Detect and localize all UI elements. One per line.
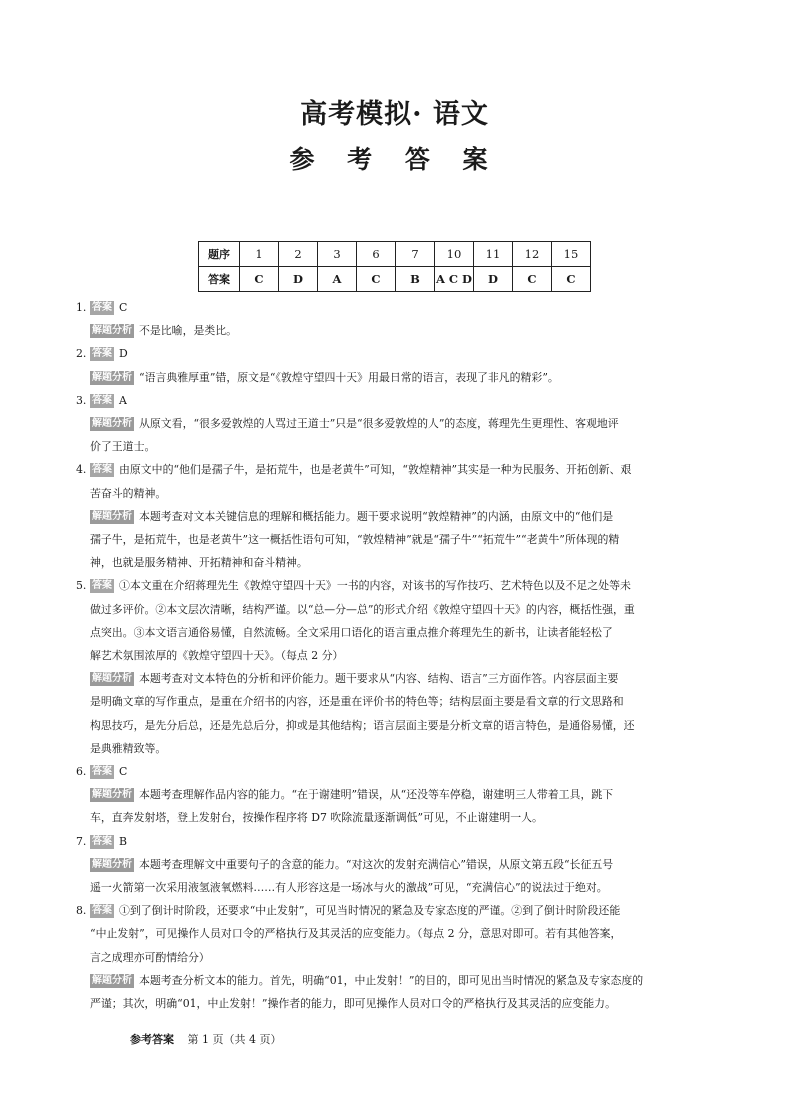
answer-list: [76, 296, 724, 1015]
answer-line: [76, 621, 724, 644]
question-number-cell: 10: [435, 242, 474, 267]
analysis-text: 本题考查分析文本的能力。首先，明确“01，中止发射！”的目的，即可见出当时情况的紧急及专家态度的: [139, 973, 644, 987]
analysis-tag: 解题分析: [92, 673, 132, 685]
answer-line: [76, 830, 724, 853]
analysis-text: 神，也就是服务精神、开拓精神和奋斗精神。: [90, 556, 308, 570]
answer-tag: 答案: [92, 348, 112, 360]
analysis-text: 本题考查理解作品内容的能力。“在于谢建明”错误，从“还没等车停稳，谢建明三人带着工具，跳下: [139, 788, 614, 802]
answer-table: [198, 241, 591, 292]
row-label: 题序: [199, 242, 240, 267]
analysis-line: [76, 714, 724, 737]
question-number-cell: 6: [357, 242, 396, 267]
item-number: 7.: [76, 834, 87, 848]
answer-line: [76, 342, 724, 365]
answer-item: [76, 389, 724, 459]
analysis-line: [76, 412, 724, 435]
question-number-cell: 7: [396, 242, 435, 267]
answer-text: ①本文重在介绍蒋理先生《敦煌守望四十天》一书的内容，对该书的写作技巧、艺术特色以及不足之处等未: [119, 579, 631, 593]
analysis-text: 遥一火箭第一次采用液氢液氧燃料……有人形容这是一场冰与火的激战”可见，“充满信心”的说法过于绝对。: [90, 881, 608, 895]
answer-cell: D: [279, 267, 318, 292]
answer-row: [199, 267, 591, 292]
analysis-text: “语言典雅厚重”错，原文是“《敦煌守望四十天》用最日常的语言，表现了非凡的精彩”。: [139, 370, 559, 384]
answer-line: [76, 946, 724, 969]
answer-text: ①到了倒计时阶段，还要求“中止发射”，可见当时情况的紧急及专家态度的严谨。②到了倒计时阶段还能: [119, 904, 621, 918]
item-number: 5.: [76, 579, 87, 593]
answer-cell: B: [396, 267, 435, 292]
item-number: 4.: [76, 463, 87, 477]
answer-line: [76, 760, 724, 783]
answer-text: C: [119, 301, 128, 314]
item-number: 2.: [76, 347, 87, 361]
analysis-text: 孺子牛，是拓荒牛，也是老黄牛”这一概括性语句可知，“敦煌精神”就是“孺子牛”“拓荒牛”“老黄牛”所体现的精: [90, 533, 620, 547]
analysis-tag: 解题分析: [92, 325, 132, 337]
analysis-text: 价了王道士。: [90, 440, 156, 454]
answer-text: 由原文中的“他们是孺子牛，是拓荒牛，也是老黄牛”可知，“敦煌精神”其实是一种为民服务、开拓创新、艰: [119, 463, 632, 477]
answer-item: [76, 296, 724, 342]
answer-text: “中止发射”，可见操作人员对口令的严格执行及其灵活的应变能力。（每点 2 分，意思对即可。若有其他答案，: [90, 927, 622, 941]
analysis-line: [76, 505, 724, 528]
answer-text: 点突出。③本文语言通俗易懂，自然流畅。全文采用口语化的语言重点推介蒋理先生的新书，让读者能轻松了: [90, 625, 613, 639]
answer-line: [76, 574, 724, 597]
page-title: 高考模拟· 语文: [300, 99, 489, 130]
footer-label: 参考答案: [130, 1033, 174, 1046]
item-number: 1.: [76, 301, 87, 314]
analysis-text: 不是比喻，是类比。: [139, 324, 238, 338]
answer-item: [76, 760, 724, 830]
question-number-cell: 1: [240, 242, 279, 267]
analysis-text: 严谨；其次，明确“01，中止发射！”操作者的能力，即可见操作人员对口令的严格执行及其灵活的应变能力。: [90, 997, 616, 1011]
answer-cell: C: [513, 267, 552, 292]
analysis-tag: 解题分析: [92, 789, 132, 801]
answer-cell: C: [552, 267, 591, 292]
analysis-text: 是典雅精致等。: [90, 741, 167, 755]
analysis-tag: 解题分析: [92, 371, 132, 383]
answer-text: 苦奋斗的精神。: [90, 486, 167, 500]
answer-cell: A C D: [435, 267, 474, 292]
answer-tag: 答案: [92, 394, 112, 406]
answer-cell: C: [240, 267, 279, 292]
answer-text: A: [119, 393, 127, 407]
item-number: 6.: [76, 765, 87, 779]
item-number: 3.: [76, 393, 87, 407]
answer-line: [76, 899, 724, 922]
item-number: 8.: [76, 904, 87, 918]
analysis-line: [76, 366, 724, 389]
analysis-text: 从原文看，“很多爱敦煌的人骂过王道士”只是“很多爱敦煌的人”的态度，蒋理先生更理性、客观地评: [139, 417, 619, 431]
answer-text: C: [119, 765, 128, 779]
analysis-tag: 解题分析: [92, 418, 132, 430]
question-number-cell: 2: [279, 242, 318, 267]
analysis-text: 本题考查对文本特色的分析和评价能力。题干要求从“内容、结构、语言”三方面作答。内容层面主要: [139, 672, 619, 686]
answer-tag: 答案: [92, 905, 112, 917]
answer-cell: D: [474, 267, 513, 292]
question-number-cell: 11: [474, 242, 513, 267]
answer-line: [76, 458, 724, 481]
answer-tag: 答案: [92, 580, 112, 592]
answer-text: 解艺术氛围浓厚的《敦煌守望四十天》。（每点 2 分）: [90, 649, 344, 663]
answer-text: D: [119, 347, 128, 361]
answer-line: [76, 922, 724, 945]
answer-item: [76, 899, 724, 1015]
analysis-line: [76, 806, 724, 829]
answer-line: [76, 644, 724, 667]
answer-item: [76, 458, 724, 574]
analysis-line: [76, 737, 724, 760]
analysis-line: [76, 853, 724, 876]
analysis-text: 是明确文章的写作重点，是重在介绍书的内容，还是重在评价书的特色等；结构层面主要是看文章的行文思路和: [90, 695, 624, 709]
analysis-tag: 解题分析: [92, 858, 132, 870]
answer-cell: C: [357, 267, 396, 292]
answer-line: [76, 389, 724, 412]
answer-text: B: [119, 834, 128, 848]
answer-tag: 答案: [92, 835, 112, 847]
analysis-line: [76, 667, 724, 690]
analysis-line: [76, 876, 724, 899]
answer-text: 做过多评价。②本文层次清晰，结构严谨。以“总—分—总”的形式介绍《敦煌守望四十天》的内容，概括性强，重: [90, 602, 635, 616]
analysis-text: 构思技巧，是先分后总，还是先总后分，抑或是其他结构；语言层面主要是分析文章的语言特色，是通俗易懂，还: [90, 718, 635, 732]
answer-line: [76, 482, 724, 505]
answer-item: [76, 574, 724, 760]
page-subtitle: 参 考 答 案: [289, 145, 500, 174]
analysis-text: 本题考查对文本关键信息的理解和概括能力。题干要求说明“敦煌精神”的内涵，由原文中的“他们是: [139, 509, 614, 523]
answer-item: [76, 830, 724, 900]
question-number-cell: 12: [513, 242, 552, 267]
answer-tag: 答案: [92, 464, 112, 476]
answer-line: [76, 598, 724, 621]
analysis-line: [76, 551, 724, 574]
answer-tag: 答案: [92, 766, 112, 778]
answer-item: [76, 342, 724, 388]
answer-cell: A: [318, 267, 357, 292]
page-footer: [130, 1031, 281, 1047]
row-label: 答案: [199, 267, 240, 292]
analysis-line: [76, 969, 724, 992]
analysis-line: [76, 992, 724, 1015]
answer-line: [76, 296, 724, 319]
analysis-text: 车，直奔发射塔，登上发射台，按操作程序将 D7 吹除流量逐渐调低”可见，不止谢建明一人。: [90, 811, 543, 825]
analysis-text: 本题考查理解文中重要句子的含意的能力。“对这次的发射充满信心”错误，从原文第五段“长征五号: [139, 857, 614, 871]
analysis-line: [76, 528, 724, 551]
analysis-line: [76, 435, 724, 458]
page-number: 第 1 页（共 4 页）: [187, 1033, 282, 1046]
analysis-line: [76, 319, 724, 342]
answer-text: 言之成理亦可酌情给分）: [90, 950, 210, 964]
question-number-cell: 15: [552, 242, 591, 267]
question-number-row: [199, 242, 591, 267]
analysis-tag: 解题分析: [92, 510, 132, 522]
analysis-line: [76, 783, 724, 806]
question-number-cell: 3: [318, 242, 357, 267]
analysis-line: [76, 690, 724, 713]
analysis-tag: 解题分析: [92, 974, 132, 986]
answer-tag: 答案: [92, 302, 112, 313]
